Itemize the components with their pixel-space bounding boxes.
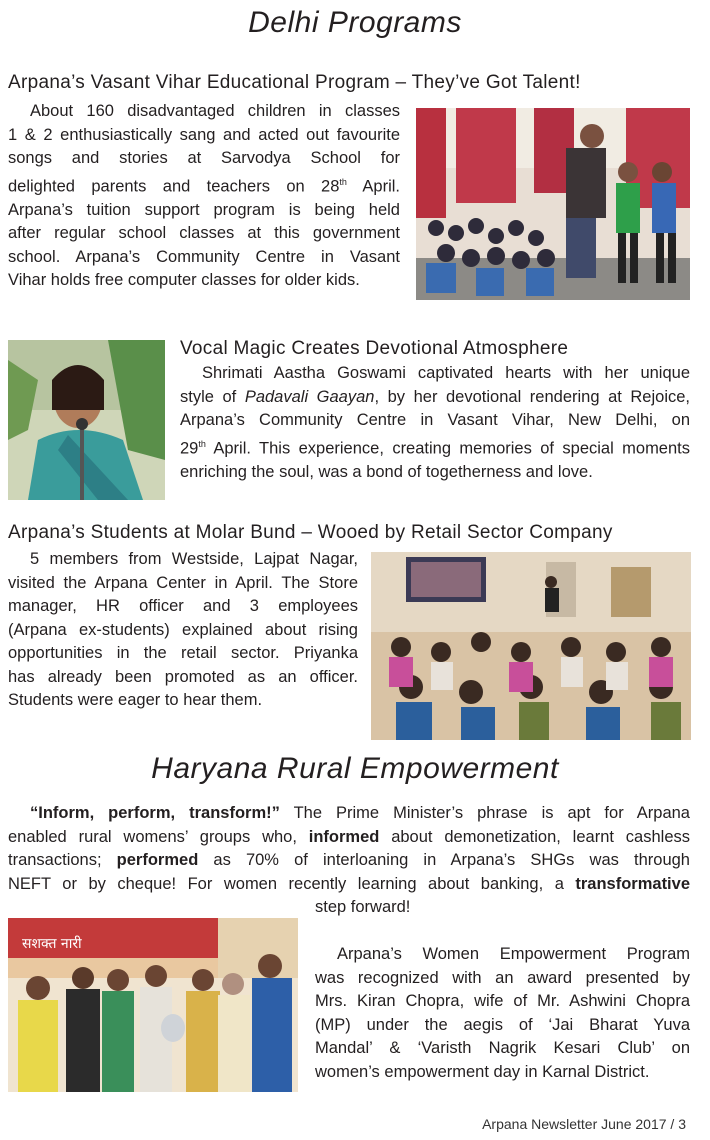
molar-line: opportunities in the retail sector. Priyanka bbox=[8, 644, 358, 662]
talent-heading: Arpana’s Vasant Vihar Educational Program – They’ve Got Talent! bbox=[8, 72, 581, 93]
photo-aastha-goswami bbox=[8, 340, 165, 500]
vocal-date-sup: th bbox=[198, 438, 206, 449]
haryana-award-line: Mrs. Kiran Chopra, wife of Mr. Ashwini Chopra bbox=[315, 992, 690, 1010]
banner-text: सशक्त नारी bbox=[22, 936, 82, 952]
molar-line: manager, HR officer and 3 employees bbox=[8, 597, 358, 615]
haryana-line-text: as 70% of interloaning in Arpana’s SHGs was through bbox=[198, 851, 690, 869]
haryana-award-line: Arpana’s Women Empowerment Program bbox=[337, 945, 690, 963]
haryana-quote: “Inform, perform, transform!” bbox=[30, 804, 280, 822]
talent-line: 1 & 2 enthusiastically sang and acted out favourite bbox=[8, 125, 400, 144]
haryana-line-text: transactions; bbox=[8, 851, 117, 869]
talent-line: after regular school classes at this government bbox=[8, 224, 400, 242]
photo-retail-session bbox=[371, 552, 691, 740]
vocal-line-text: 29 bbox=[180, 439, 199, 457]
section-title-haryana: Haryana Rural Empowerment bbox=[151, 752, 559, 785]
haryana-paragraph-2 bbox=[315, 943, 690, 1084]
vocal-heading: Vocal Magic Creates Devotional Atmosphere bbox=[180, 338, 569, 359]
molar-line: 5 members from Westside, Lajpat Nagar, bbox=[30, 550, 358, 568]
haryana-line bbox=[8, 873, 690, 897]
molar-line: (Arpana ex-students) explained about rising bbox=[8, 620, 358, 639]
molar-line: Students were eager to hear them. bbox=[8, 691, 263, 709]
talent-paragraph bbox=[8, 100, 400, 293]
haryana-award-line: Mandal’ & ‘Varisth Nagrik Kesari Club’ on bbox=[315, 1039, 690, 1057]
talent-line-text: delighted parents and teachers on 28 bbox=[8, 177, 340, 195]
molar-heading: Arpana’s Students at Molar Bund – Wooed by Retail Sector Company bbox=[8, 522, 613, 543]
talent-line bbox=[8, 171, 400, 199]
talent-line: Vihar holds free computer classes for older kids. bbox=[8, 271, 360, 289]
talent-line: Arpana’s tuition support program is being held bbox=[8, 200, 400, 219]
haryana-keyword-informed: informed bbox=[308, 827, 380, 846]
haryana-keyword-transformative: transformative bbox=[575, 874, 690, 893]
photo-children-performance bbox=[416, 108, 690, 300]
haryana-paragraph-1 bbox=[8, 802, 690, 920]
molar-line: has already been promoted as an officer. bbox=[8, 667, 358, 686]
haryana-line bbox=[8, 826, 690, 850]
vocal-line bbox=[180, 433, 690, 461]
haryana-line-text: NEFT or by cheque! For women recently learning about banking, a bbox=[8, 874, 576, 893]
haryana-line: step forward! bbox=[315, 898, 411, 916]
haryana-award-line: (MP) under the aegis of ‘Jai Bharat Yuva bbox=[315, 1015, 690, 1034]
haryana-line bbox=[8, 802, 690, 826]
talent-line: About 160 disadvantaged children in classes bbox=[30, 102, 400, 120]
vocal-line-text: , by her devotional rendering at Rejoice, bbox=[374, 387, 690, 406]
molar-line: visited the Arpana Center in April. The Store bbox=[8, 573, 358, 592]
vocal-paragraph bbox=[180, 362, 690, 484]
talent-line: songs and stories at Sarvodya School for bbox=[8, 149, 400, 167]
vocal-line: Arpana’s Community Centre in Vasant Vihar, New Delhi, on bbox=[180, 411, 690, 429]
talent-line: school. Arpana’s Community Centre in Vasant bbox=[8, 247, 400, 266]
vocal-line-text: April. This experience, creating memories of special moments bbox=[205, 439, 690, 457]
haryana-award-line: was recognized with an award presented by bbox=[315, 968, 690, 987]
vocal-line: Shrimati Aastha Goswami captivated hearts with her unique bbox=[202, 364, 690, 382]
page-footer: Arpana Newsletter June 2017 / 3 bbox=[482, 1116, 686, 1132]
haryana-award-line: women’s empowerment day in Karnal District. bbox=[315, 1062, 650, 1081]
vocal-emphasis: Padavali Gaayan bbox=[244, 387, 375, 406]
talent-date-sup: th bbox=[339, 176, 347, 187]
vocal-line bbox=[180, 386, 690, 410]
haryana-keyword-performed: performed bbox=[116, 851, 199, 869]
vocal-line: enriching the soul, was a bond of togetherness and love. bbox=[180, 462, 593, 481]
vocal-line-text: style of bbox=[180, 387, 245, 406]
haryana-line bbox=[8, 849, 690, 873]
haryana-line-text: about demonetization, learnt cashless bbox=[379, 827, 690, 846]
talent-date-tail: April. bbox=[346, 177, 400, 195]
haryana-line-text: enabled rural womens’ groups who, bbox=[8, 827, 309, 846]
molar-paragraph bbox=[8, 548, 358, 713]
haryana-line-text: The Prime Minister’s phrase is apt for Arpana bbox=[279, 804, 690, 822]
section-title-delhi: Delhi Programs bbox=[248, 6, 462, 39]
photo-award-ceremony bbox=[8, 918, 298, 1092]
